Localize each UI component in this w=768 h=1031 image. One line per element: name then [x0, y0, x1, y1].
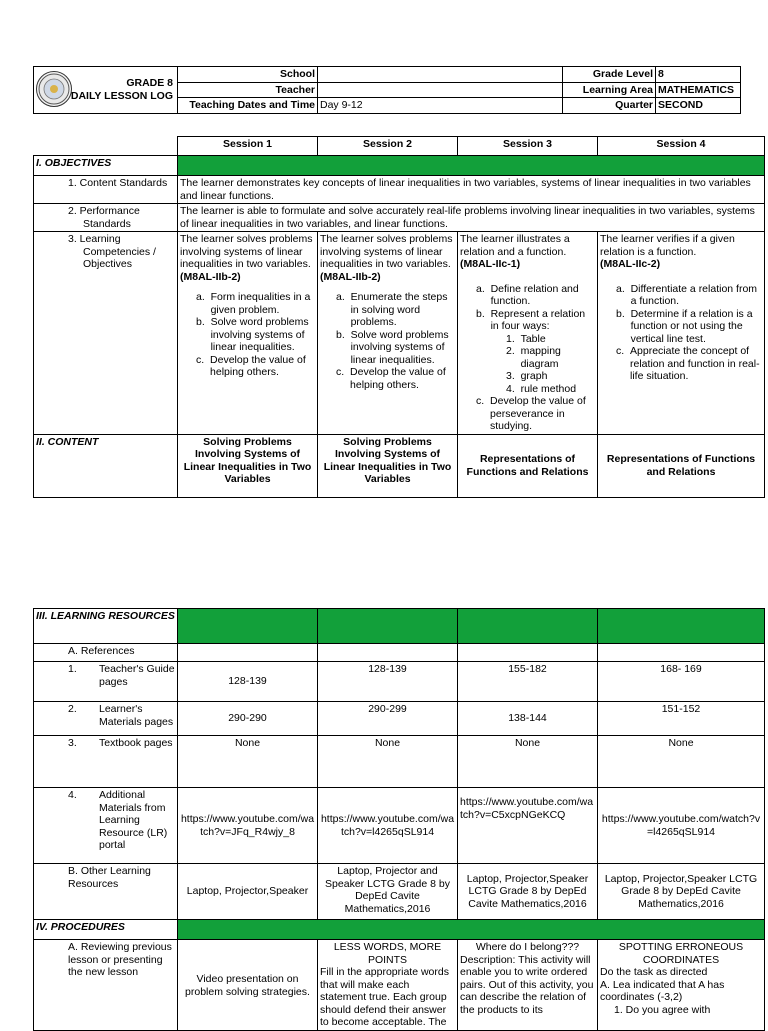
tg-session-3: 155-182	[458, 662, 598, 702]
procedures-title: IV. PROCEDURES	[34, 920, 178, 940]
grade-label: GRADE 8	[126, 76, 173, 89]
learning-area-value: MATHEMATICS	[656, 82, 741, 98]
content-session-3: Representations of Functions and Relations	[458, 434, 598, 497]
performance-standards-label: 2. Performance Standards	[34, 204, 178, 232]
quarter-label: Quarter	[563, 98, 656, 114]
procedure-a-session-1: Video presentation on problem solving strategies.	[178, 940, 318, 1031]
objectives-table	[33, 136, 765, 498]
teacher-value	[318, 82, 563, 98]
content-session-4: Representations of Functions and Relations	[598, 434, 765, 497]
procedure-a-session-3: Where do I belong??? Description: This activity will enable you to write ordered pairs. Out of this activity, you can describe the relation of the products to its	[458, 940, 598, 1031]
tg-session-1: 128-139	[178, 662, 318, 702]
teacher-label: Teacher	[178, 82, 318, 98]
lm-session-1: 290-290	[178, 702, 318, 736]
content-session-2: Solving Problems Involving Systems of Linear Inequalities in Two Variables	[318, 434, 458, 497]
procedure-a-session-4: SPOTTING ERRONEOUS COORDINATES Do the task as directed A. Lea indicated that A has coordinates (-3,2) 1. Do you agree with	[598, 940, 765, 1031]
resources-title: III. LEARNING RESOURCES	[34, 609, 178, 644]
am-link-session-2[interactable]: https://www.youtube.com/watch?v=l4265qSL914	[318, 788, 458, 864]
competencies-label: 3. Learning Competencies / Objectives	[34, 232, 178, 435]
references-empty-3	[458, 644, 598, 662]
references-empty-4	[598, 644, 765, 662]
am-label: 4. Additional Materials from Learning Resource (LR) portal	[34, 788, 178, 864]
competencies-session-3: The learner illustrates a relation and a function. (M8AL-IIc-1) a. Define relation and function. b. Represent a relation in four ways: 1. Table 2. mapping diagram 3. graph 4. rule method c. Develop the value of perseverance in studying.	[458, 232, 598, 435]
resources-green-2	[318, 609, 458, 644]
am-link-session-1[interactable]: https://www.youtube.com/watch?v=JFq_R4wjy_8	[178, 788, 318, 864]
lm-session-4: 151-152	[598, 702, 765, 736]
objectives-title: I. OBJECTIVES	[34, 156, 178, 176]
tg-session-4: 168- 169	[598, 662, 765, 702]
blank-corner	[34, 137, 178, 156]
resources-green-1	[178, 609, 318, 644]
content-session-1: Solving Problems Involving Systems of Linear Inequalities in Two Variables	[178, 434, 318, 497]
other-resources-session-1: Laptop, Projector,Speaker	[178, 864, 318, 920]
session-3-header: Session 3	[458, 137, 598, 156]
references-empty-2	[318, 644, 458, 662]
procedures-green-bar	[178, 920, 765, 940]
objectives-green-bar	[178, 156, 765, 176]
content-standards-label: 1. Content Standards	[34, 176, 178, 204]
am-link-session-3[interactable]: https://www.youtube.com/watch?v=C5xcpNGeKCQ	[458, 788, 598, 864]
am-link-session-4[interactable]: https://www.youtube.com/watch?v=l4265qSL914	[598, 788, 765, 864]
grade-level-value: 8	[656, 67, 741, 83]
tb-session-3: None	[458, 736, 598, 788]
log-title: DAILY LESSON LOG	[70, 89, 173, 102]
dates-label: Teaching Dates and Time	[178, 98, 318, 114]
resources-table	[33, 608, 765, 1031]
quarter-value: SECOND	[656, 98, 741, 114]
header-table	[33, 66, 741, 114]
session-1-header: Session 1	[178, 137, 318, 156]
other-resources-session-2: Laptop, Projector and Speaker LCTG Grade 8 by DepEd Cavite Mathematics,2016	[318, 864, 458, 920]
references-label: A. References	[34, 644, 178, 662]
references-empty-1	[178, 644, 318, 662]
resources-green-3	[458, 609, 598, 644]
tb-session-2: None	[318, 736, 458, 788]
grade-level-label: Grade Level	[563, 67, 656, 83]
tb-session-4: None	[598, 736, 765, 788]
competencies-session-1: The learner solves problems involving systems of linear inequalities in two variables.(M8AL-IIb-2) a. Form inequalities in a given problem. b. Solve word problems involving systems of linear inequalities. c. Develop the value of helping others.	[178, 232, 318, 435]
session-2-header: Session 2	[318, 137, 458, 156]
school-label: School	[178, 67, 318, 83]
content-standards-text: The learner demonstrates key concepts of linear inequalities in two variables, systems of linear inequalities in two variables and linear functions.	[178, 176, 765, 204]
other-resources-label: B. Other Learning Resources	[34, 864, 178, 920]
header-title-cell	[34, 67, 178, 114]
tg-session-2: 128-139	[318, 662, 458, 702]
learning-area-label: Learning Area	[563, 82, 656, 98]
procedure-a-label: A. Reviewing previous lesson or presenting the new lesson	[34, 940, 178, 1031]
lm-session-3: 138-144	[458, 702, 598, 736]
other-resources-session-3: Laptop, Projector,Speaker LCTG Grade 8 by DepEd Cavite Mathematics,2016	[458, 864, 598, 920]
dates-value: Day 9-12	[318, 98, 563, 114]
lm-session-2: 290-299	[318, 702, 458, 736]
tb-label: 3. Textbook pages	[34, 736, 178, 788]
content-title: II. CONTENT	[34, 434, 178, 497]
competencies-session-4: The learner verifies if a given relation is a function. (M8AL-IIc-2) a. Differentiate a relation from a function. b. Determine if a relation is a function or not using the vertical line test. c. Appreciate the concept of relation and function in real-life situation.	[598, 232, 765, 435]
competencies-session-2: The learner solves problems involving systems of linear inequalities in two variables.(M8AL-IIb-2) a. Enumerate the steps in solving word problems. b. Solve word problems involving systems of linear inequalities. c. Develop the value of helping others.	[318, 232, 458, 435]
tb-session-1: None	[178, 736, 318, 788]
procedure-a-session-2: LESS WORDS, MORE POINTS Fill in the appropriate words that will make each statement true. Each group should defend their answer to become acceptable. The	[318, 940, 458, 1031]
lm-label: 2. Learner's Materials pages	[34, 702, 178, 736]
performance-standards-text: The learner is able to formulate and solve accurately real-life problems involving linear inequalities in two variables, systems of linear inequalities in two variables, and linear functions.	[178, 204, 765, 232]
resources-green-4	[598, 609, 765, 644]
school-value	[318, 67, 563, 83]
session-4-header: Session 4	[598, 137, 765, 156]
tg-label: 1. Teacher's Guide pages	[34, 662, 178, 702]
other-resources-session-4: Laptop, Projector,Speaker LCTG Grade 8 by DepEd Cavite Mathematics,2016	[598, 864, 765, 920]
